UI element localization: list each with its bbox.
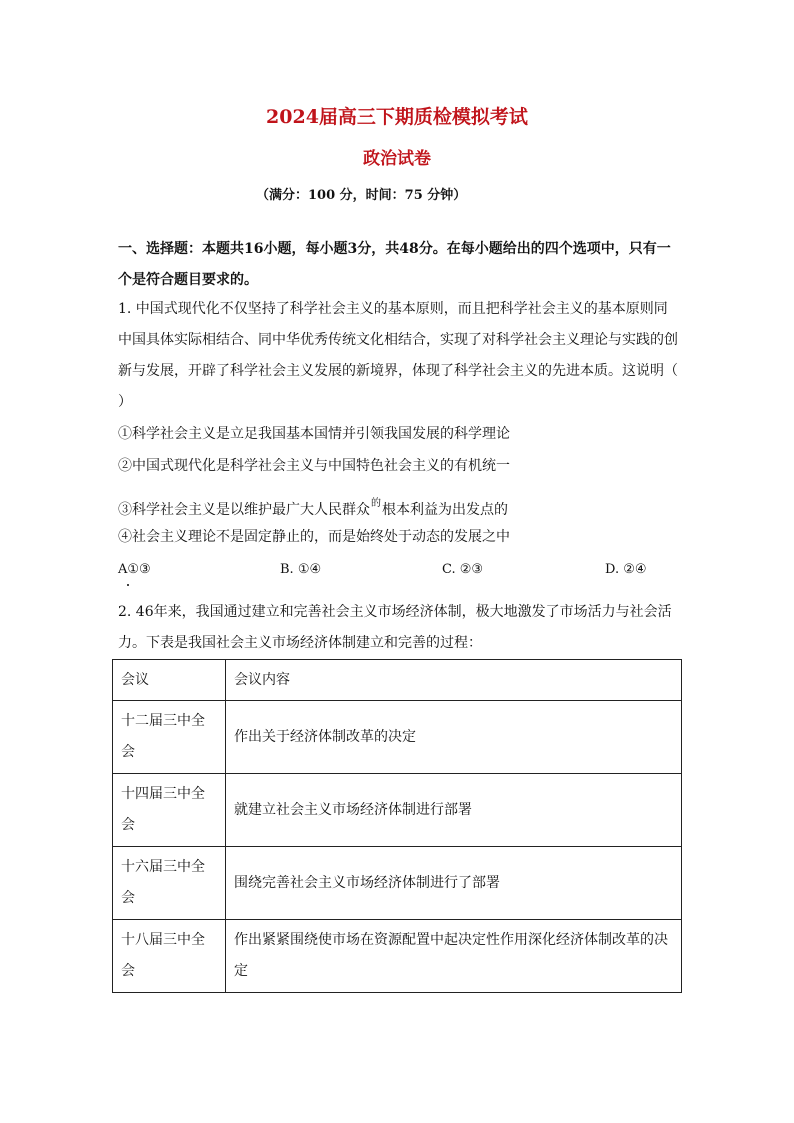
q1-statement-3	[118, 492, 508, 522]
question-2-stem: 2. 46年来，我国通过建立和完善社会主义市场经济体制，极大地激发了市场活力与社会活力。下表是我国社会主义市场经济体制建立和完善的过程：	[118, 604, 672, 651]
q1-statement-3-part-1: ③科学社会主义是以维护最广大人民群众	[118, 502, 370, 518]
table-cell: 就建立社会主义市场经济体制进行部署	[226, 774, 682, 847]
q1-statement-2: ②中国式现代化是科学社会主义与中国特色社会主义的有机统一	[118, 458, 510, 474]
stray-dot	[127, 584, 129, 586]
meetings-table	[112, 659, 682, 993]
table-row	[113, 847, 682, 920]
table-cell: 围绕完善社会主义市场经济体制进行了部署	[226, 847, 682, 920]
table-cell: 十八届三中全会	[113, 920, 226, 993]
table-cell: 作出紧紧围绕使市场在资源配置中起决定性作用深化经济体制改革的决定	[226, 920, 682, 993]
q1-statement-3-part-2: 根本利益为出发点的	[382, 502, 508, 518]
table-cell: 十二届三中全会	[113, 701, 226, 774]
q1-statement-1: ①科学社会主义是立足我国基本国情并引领我国发展的科学理论	[118, 426, 510, 442]
q1-statement-3-mark: 的	[371, 498, 381, 509]
table-header-cell: 会议内容	[226, 660, 682, 701]
question-1-stem: 1. 中国式现代化不仅坚持了科学社会主义的基本原则，而且把科学社会主义的基本原则同中国具体实际相结合、同中华优秀传统文化相结合，实现了对科学社会主义理论与实践的创新与发展，开辟了科学社会主义发展的新境界，体现了科学社会主义的先进本质。这说明（ ）	[118, 301, 678, 410]
q1-statement-4: ④社会主义理论不是固定静止的，而是始终处于动态的发展之中	[118, 529, 510, 545]
table-cell: 十四届三中全会	[113, 774, 226, 847]
page-title: 2024届高三下期质检模拟考试	[266, 106, 528, 128]
table-row	[113, 701, 682, 774]
exam-info: （满分：100 分，时间：75 分钟）	[256, 188, 467, 203]
table-row	[113, 920, 682, 993]
q1-option-d: D. ②④	[605, 562, 647, 577]
table-cell: 作出关于经济体制改革的决定	[226, 701, 682, 774]
table-header-cell: 会议	[113, 660, 226, 701]
table-header-row	[113, 660, 682, 701]
table-row	[113, 774, 682, 847]
table-cell: 十六届三中全会	[113, 847, 226, 920]
q1-option-c: C. ②③	[442, 562, 484, 577]
q1-option-a: A①③	[118, 562, 151, 577]
q1-option-b: B. ①④	[280, 562, 322, 577]
page-subtitle: 政治试卷	[363, 149, 431, 169]
section-heading: 一、选择题：本题共16小题，每小题3分，共48分。在每小题给出的四个选项中，只有一个是符合题目要求的。	[118, 241, 671, 288]
